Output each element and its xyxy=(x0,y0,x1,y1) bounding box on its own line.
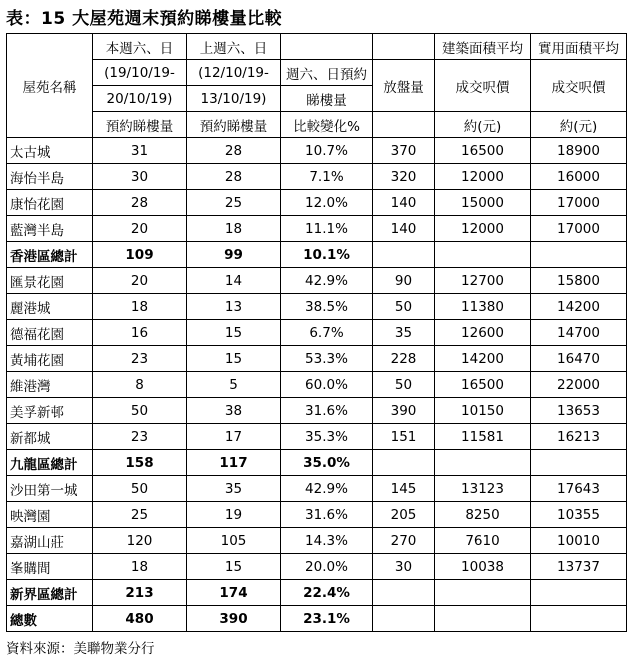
change-percent-cell: 7.1% xyxy=(281,164,373,190)
last-week-count-cell: 18 xyxy=(187,216,281,242)
listings-cell: 50 xyxy=(373,294,435,320)
this-week-count-cell: 23 xyxy=(93,346,187,372)
last-week-count-cell: 117 xyxy=(187,450,281,476)
last-week-count-cell: 28 xyxy=(187,138,281,164)
listings-cell xyxy=(373,580,435,606)
estate-name-cell: 黃埔花園 xyxy=(7,346,93,372)
estate-name-cell: 海怡半島 xyxy=(7,164,93,190)
header-this-week-line2: (19/10/19- xyxy=(93,60,187,86)
last-week-count-cell: 15 xyxy=(187,346,281,372)
listings-cell: 205 xyxy=(373,502,435,528)
listings-cell xyxy=(373,606,435,632)
change-percent-cell: 20.0% xyxy=(281,554,373,580)
net-price-cell xyxy=(531,450,627,476)
change-percent-cell: 14.3% xyxy=(281,528,373,554)
change-percent-cell: 6.7% xyxy=(281,320,373,346)
change-percent-cell: 35.3% xyxy=(281,424,373,450)
this-week-count-cell: 16 xyxy=(93,320,187,346)
header-this-week-line3: 20/10/19) xyxy=(93,86,187,112)
listings-cell: 140 xyxy=(373,190,435,216)
table-row xyxy=(7,346,627,372)
this-week-count-cell: 50 xyxy=(93,476,187,502)
estate-name-cell: 麗港城 xyxy=(7,294,93,320)
listings-cell: 228 xyxy=(373,346,435,372)
net-price-cell: 16213 xyxy=(531,424,627,450)
estate-name-cell: 嘉湖山莊 xyxy=(7,528,93,554)
gross-price-cell: 14200 xyxy=(435,346,531,372)
listings-cell: 320 xyxy=(373,164,435,190)
header-this-week-sub: 預約睇樓量 xyxy=(93,112,187,138)
this-week-count-cell: 50 xyxy=(93,398,187,424)
gross-price-cell: 10038 xyxy=(435,554,531,580)
net-price-cell: 17000 xyxy=(531,190,627,216)
last-week-count-cell: 390 xyxy=(187,606,281,632)
table-row xyxy=(7,320,627,346)
table-row xyxy=(7,372,627,398)
gross-price-cell: 11581 xyxy=(435,424,531,450)
gross-price-cell: 12700 xyxy=(435,268,531,294)
net-price-cell: 14700 xyxy=(531,320,627,346)
last-week-count-cell: 13 xyxy=(187,294,281,320)
table-total-row xyxy=(7,242,627,268)
gross-price-cell: 16500 xyxy=(435,372,531,398)
this-week-count-cell: 120 xyxy=(93,528,187,554)
last-week-count-cell: 15 xyxy=(187,554,281,580)
header-gross-sub: 約(元) xyxy=(435,112,531,138)
net-price-cell: 13653 xyxy=(531,398,627,424)
estate-name-cell: 太古城 xyxy=(7,138,93,164)
header-last-week-line2: (12/10/19- xyxy=(187,60,281,86)
table-row xyxy=(7,398,627,424)
net-price-cell: 16000 xyxy=(531,164,627,190)
last-week-count-cell: 38 xyxy=(187,398,281,424)
net-price-cell: 18900 xyxy=(531,138,627,164)
this-week-count-cell: 28 xyxy=(93,190,187,216)
this-week-count-cell: 20 xyxy=(93,268,187,294)
table-row xyxy=(7,216,627,242)
gross-price-cell: 10150 xyxy=(435,398,531,424)
net-price-cell: 22000 xyxy=(531,372,627,398)
gross-price-cell: 12000 xyxy=(435,164,531,190)
change-percent-cell: 12.0% xyxy=(281,190,373,216)
this-week-count-cell: 23 xyxy=(93,424,187,450)
this-week-count-cell: 30 xyxy=(93,164,187,190)
estate-name-cell: 藍灣半島 xyxy=(7,216,93,242)
this-week-count-cell: 25 xyxy=(93,502,187,528)
header-last-week-line1: 上週六、日 xyxy=(187,34,281,60)
listings-cell: 90 xyxy=(373,268,435,294)
table-row xyxy=(7,138,627,164)
net-price-cell: 15800 xyxy=(531,268,627,294)
gross-price-cell xyxy=(435,450,531,476)
this-week-count-cell: 480 xyxy=(93,606,187,632)
change-percent-cell: 23.1% xyxy=(281,606,373,632)
net-price-cell: 17000 xyxy=(531,216,627,242)
listings-cell xyxy=(373,450,435,476)
net-price-cell xyxy=(531,580,627,606)
this-week-count-cell: 20 xyxy=(93,216,187,242)
listings-cell: 270 xyxy=(373,528,435,554)
table-total-row xyxy=(7,606,627,632)
this-week-count-cell: 158 xyxy=(93,450,187,476)
estate-name-cell: 映灣園 xyxy=(7,502,93,528)
estate-name-cell: 沙田第一城 xyxy=(7,476,93,502)
last-week-count-cell: 105 xyxy=(187,528,281,554)
this-week-count-cell: 18 xyxy=(93,294,187,320)
net-price-cell xyxy=(531,606,627,632)
table-row xyxy=(7,476,627,502)
table-row xyxy=(7,424,627,450)
estate-name-cell: 美孚新邨 xyxy=(7,398,93,424)
last-week-count-cell: 35 xyxy=(187,476,281,502)
estate-name-cell: 新界區總計 xyxy=(7,580,93,606)
header-net-price: 成交呎價 xyxy=(531,60,627,112)
last-week-count-cell: 19 xyxy=(187,502,281,528)
this-week-count-cell: 31 xyxy=(93,138,187,164)
change-percent-cell: 11.1% xyxy=(281,216,373,242)
estate-name-cell: 香港區總計 xyxy=(7,242,93,268)
estate-name-cell: 匯景花園 xyxy=(7,268,93,294)
gross-price-cell: 7610 xyxy=(435,528,531,554)
change-percent-cell: 38.5% xyxy=(281,294,373,320)
header-estate: 屋苑名稱 xyxy=(7,34,93,138)
gross-price-cell xyxy=(435,242,531,268)
change-percent-cell: 10.7% xyxy=(281,138,373,164)
last-week-count-cell: 15 xyxy=(187,320,281,346)
table-row xyxy=(7,164,627,190)
net-price-cell: 13737 xyxy=(531,554,627,580)
header-listings: 放盤量 xyxy=(373,60,435,112)
header-gross-avg: 建築面積平均 xyxy=(435,34,531,60)
last-week-count-cell: 28 xyxy=(187,164,281,190)
estate-name-cell: 新都城 xyxy=(7,424,93,450)
table-title: 表：15 大屋苑週末預約睇樓量比較 xyxy=(6,9,283,29)
viewing-comparison-table xyxy=(6,33,627,632)
gross-price-cell: 13123 xyxy=(435,476,531,502)
last-week-count-cell: 99 xyxy=(187,242,281,268)
net-price-cell xyxy=(531,242,627,268)
header-change-blank xyxy=(281,34,373,60)
estate-name-cell: 九龍區總計 xyxy=(7,450,93,476)
listings-cell: 151 xyxy=(373,424,435,450)
change-percent-cell: 60.0% xyxy=(281,372,373,398)
listings-cell xyxy=(373,242,435,268)
change-percent-cell: 53.3% xyxy=(281,346,373,372)
net-price-cell: 17643 xyxy=(531,476,627,502)
gross-price-cell: 12600 xyxy=(435,320,531,346)
table-row xyxy=(7,554,627,580)
gross-price-cell: 11380 xyxy=(435,294,531,320)
header-last-week-sub: 預約睇樓量 xyxy=(187,112,281,138)
header-change-line1: 週六、日預約 xyxy=(281,60,373,86)
listings-cell: 35 xyxy=(373,320,435,346)
table-row xyxy=(7,268,627,294)
listings-cell: 30 xyxy=(373,554,435,580)
change-percent-cell: 10.1% xyxy=(281,242,373,268)
header-gross-price: 成交呎價 xyxy=(435,60,531,112)
table-row xyxy=(7,528,627,554)
last-week-count-cell: 14 xyxy=(187,268,281,294)
table-total-row xyxy=(7,580,627,606)
last-week-count-cell: 25 xyxy=(187,190,281,216)
gross-price-cell xyxy=(435,606,531,632)
gross-price-cell: 8250 xyxy=(435,502,531,528)
change-percent-cell: 22.4% xyxy=(281,580,373,606)
net-price-cell: 14200 xyxy=(531,294,627,320)
source-note: 資料來源：美聯物業分行 xyxy=(6,641,155,657)
listings-cell: 145 xyxy=(373,476,435,502)
table-container xyxy=(6,33,627,632)
header-change-line2: 睇樓量 xyxy=(281,86,373,112)
table-total-row xyxy=(7,450,627,476)
last-week-count-cell: 174 xyxy=(187,580,281,606)
change-percent-cell: 35.0% xyxy=(281,450,373,476)
gross-price-cell: 12000 xyxy=(435,216,531,242)
header-net-sub: 約(元) xyxy=(531,112,627,138)
change-percent-cell: 42.9% xyxy=(281,476,373,502)
estate-name-cell: 總數 xyxy=(7,606,93,632)
change-percent-cell: 31.6% xyxy=(281,398,373,424)
header-this-week-line1: 本週六、日 xyxy=(93,34,187,60)
this-week-count-cell: 18 xyxy=(93,554,187,580)
estate-name-cell: 峯購間 xyxy=(7,554,93,580)
gross-price-cell: 16500 xyxy=(435,138,531,164)
table-row xyxy=(7,190,627,216)
gross-price-cell xyxy=(435,580,531,606)
listings-cell: 370 xyxy=(373,138,435,164)
header-listings-blank xyxy=(373,34,435,60)
change-percent-cell: 31.6% xyxy=(281,502,373,528)
last-week-count-cell: 17 xyxy=(187,424,281,450)
net-price-cell: 10355 xyxy=(531,502,627,528)
estate-name-cell: 維港灣 xyxy=(7,372,93,398)
last-week-count-cell: 5 xyxy=(187,372,281,398)
header-change-sub: 比較變化% xyxy=(281,112,373,138)
this-week-count-cell: 213 xyxy=(93,580,187,606)
change-percent-cell: 42.9% xyxy=(281,268,373,294)
gross-price-cell: 15000 xyxy=(435,190,531,216)
net-price-cell: 16470 xyxy=(531,346,627,372)
table-row xyxy=(7,502,627,528)
this-week-count-cell: 8 xyxy=(93,372,187,398)
header-listings-sub-blank xyxy=(373,112,435,138)
estate-name-cell: 德福花園 xyxy=(7,320,93,346)
listings-cell: 140 xyxy=(373,216,435,242)
estate-name-cell: 康怡花園 xyxy=(7,190,93,216)
listings-cell: 50 xyxy=(373,372,435,398)
header-last-week-line3: 13/10/19) xyxy=(187,86,281,112)
header-net-avg: 實用面積平均 xyxy=(531,34,627,60)
listings-cell: 390 xyxy=(373,398,435,424)
table-row xyxy=(7,294,627,320)
net-price-cell: 10010 xyxy=(531,528,627,554)
this-week-count-cell: 109 xyxy=(93,242,187,268)
